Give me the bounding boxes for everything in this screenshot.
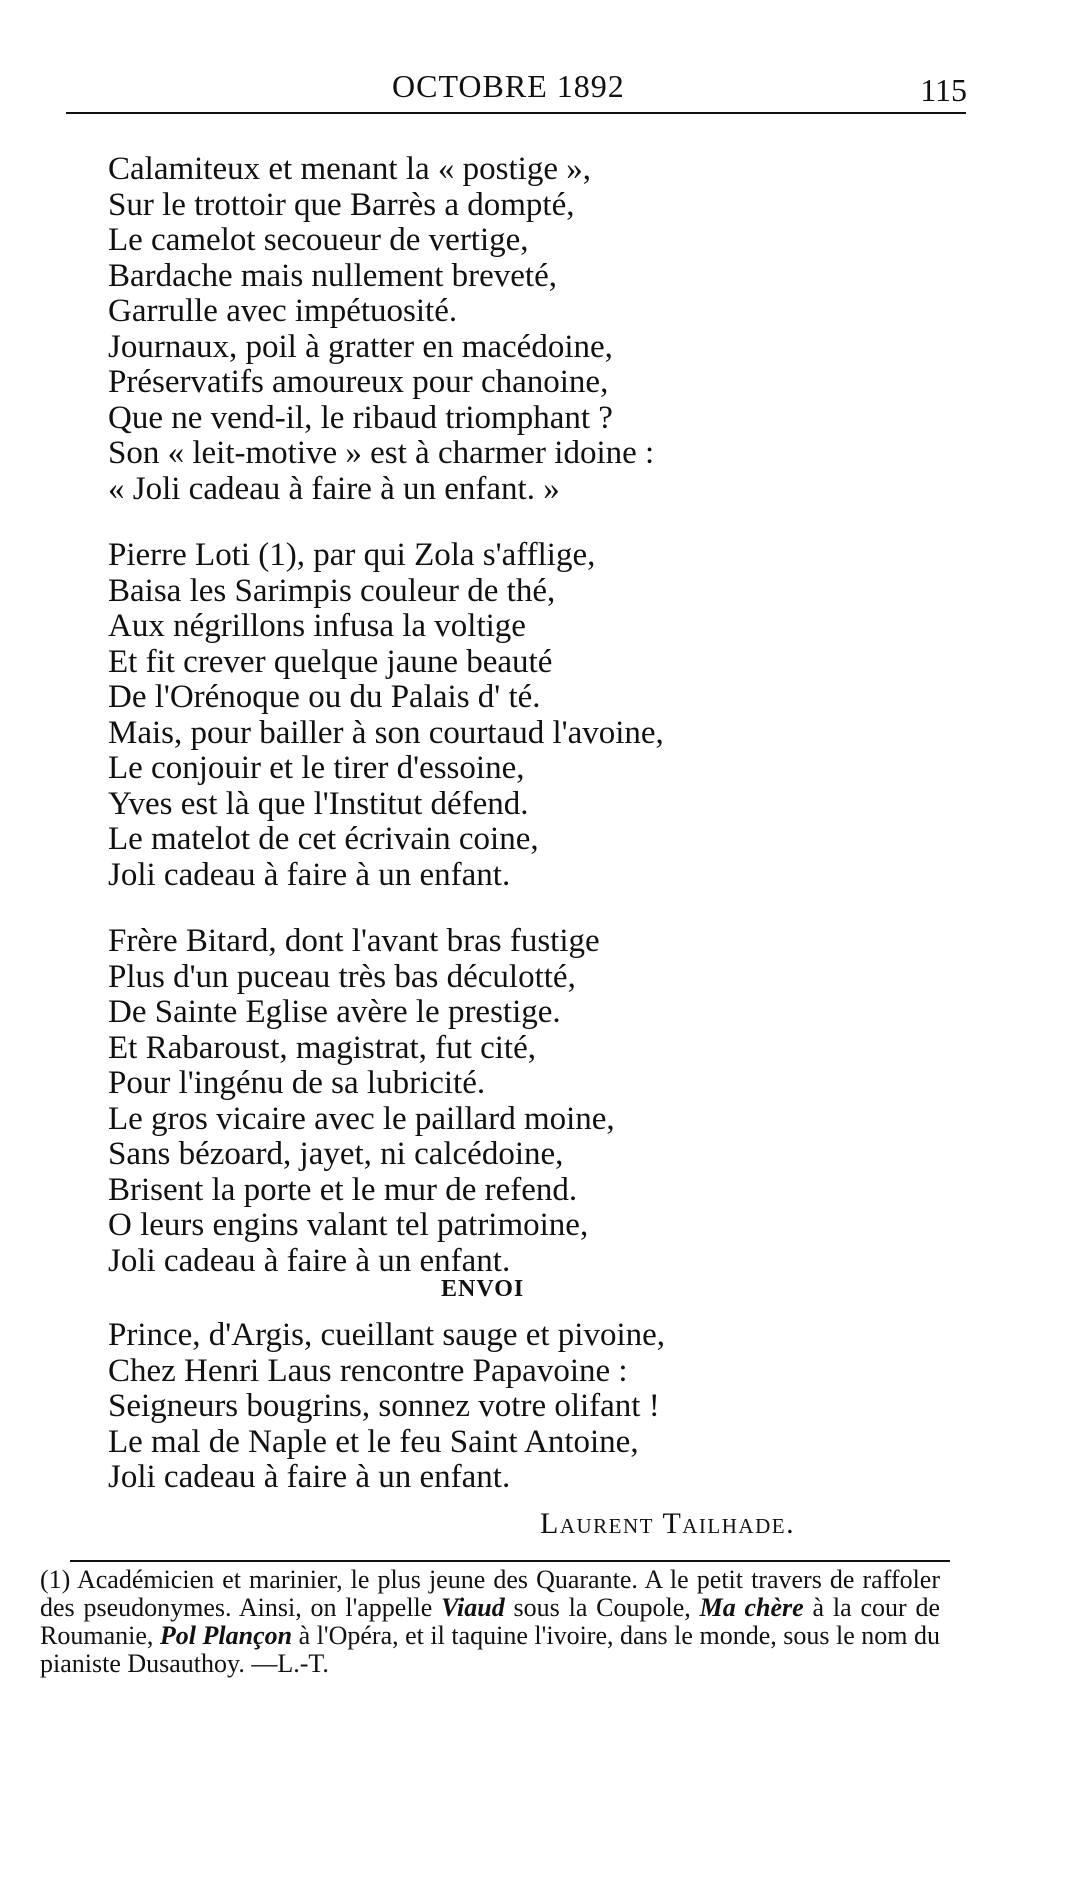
- verse-line: Sans bézoard, jayet, ni calcédoine,: [108, 1136, 564, 1172]
- footnote-text: sous la Coupole,: [513, 1593, 691, 1622]
- verse-line: Seigneurs bougrins, sonnez votre olifant !: [108, 1388, 660, 1424]
- verse-line: Joli cadeau à faire à un enfant.: [108, 1459, 511, 1495]
- verse-line: Et Rabaroust, magistrat, fut cité,: [108, 1029, 536, 1066]
- verse-line: Aux négrillons infusa la voltige: [108, 608, 526, 644]
- verse-line: Calamiteux et menant la « postige »,: [108, 151, 591, 187]
- author-signature: Laurent Tailhade.: [540, 1507, 796, 1540]
- verse-line: Le conjouir et le tirer d'essoine,: [108, 750, 525, 786]
- verse-line: Prince, d'Argis, cueillant sauge et pivoine,: [108, 1317, 666, 1353]
- verse-line: Que ne vend-il, le ribaud triomphant ?: [108, 399, 613, 436]
- stanza: [108, 924, 868, 1279]
- verse-line: Chez Henri Laus rencontre Papavoine :: [108, 1352, 628, 1389]
- verse-line: Préservatifs amoureux pour chanoine,: [108, 364, 609, 400]
- footnote: [40, 1566, 940, 1678]
- verse-line: Baisa les Sarimpis couleur de thé,: [108, 572, 556, 609]
- envoi-stanza: [108, 1318, 868, 1496]
- footnote-text: à l'Opéra, et il taquine l'ivoire, dans le monde, sous le nom du pianiste Dusauthoy. —L.-T.: [40, 1621, 941, 1678]
- footnote-alias: Ma chère: [699, 1593, 804, 1622]
- verse-line: Yves est là que l'Institut défend.: [108, 785, 529, 822]
- stanza: [108, 152, 868, 507]
- verse-line: « Joli cadeau à faire à un enfant. »: [108, 470, 560, 507]
- verse-line: Frère Bitard, dont l'avant bras fustige: [108, 923, 600, 959]
- verse-line: Joli cadeau à faire à un enfant.: [108, 1242, 511, 1279]
- verse-line: Bardache mais nullement breveté,: [108, 257, 557, 294]
- footnote-alias: Pol Plançon: [159, 1621, 293, 1650]
- header-rule: [66, 112, 966, 114]
- footnote-rule: [70, 1560, 950, 1562]
- verse-line: Plus d'un puceau très bas déculotté,: [108, 958, 576, 995]
- verse-line: Le gros vicaire avec le paillard moine,: [108, 1100, 615, 1137]
- verse-line: Journaux, poil à gratter en macédoine,: [108, 328, 613, 365]
- poem-body: [108, 152, 868, 1310]
- verse-line: Mais, pour bailler à son courtaud l'avoine,: [108, 714, 664, 751]
- verse-line: Le camelot secoueur de vertige,: [108, 222, 529, 258]
- running-title: OCTOBRE 1892: [392, 68, 625, 104]
- verse-line: Et fit crever quelque jaune beauté: [108, 643, 553, 680]
- verse-line: Sur le trottoir que Barrès a dompté,: [108, 186, 575, 223]
- footnote-alias: Viaud: [441, 1593, 505, 1622]
- verse-line: O leurs engins valant tel patrimoine,: [108, 1207, 589, 1243]
- page-number: 115: [920, 72, 967, 108]
- verse-line: Le mal de Naple et le feu Saint Antoine,: [108, 1423, 639, 1460]
- verse-line: Joli cadeau à faire à un enfant.: [108, 856, 511, 893]
- running-header: [62, 60, 967, 112]
- verse-line: Brisent la porte et le mur de refend.: [108, 1171, 578, 1208]
- verse-line: De l'Orénoque ou du Palais d' té.: [108, 679, 541, 715]
- footnote-text: (1) Académicien et marinier, le plus jeune des Quarante. A le petit travers de raffoler des pseudonymes. Ainsi, on l'appelle: [40, 1565, 940, 1622]
- verse-line: Pour l'ingénu de sa lubricité.: [108, 1065, 486, 1101]
- verse-line: Le matelot de cet écrivain coine,: [108, 821, 539, 857]
- footnote-text: à la cour de Roumanie,: [40, 1593, 941, 1650]
- envoi-heading: ENVOI: [441, 1276, 525, 1302]
- verse-line: Pierre Loti (1), par qui Zola s'afflige,: [108, 537, 596, 573]
- stanza: [108, 538, 868, 893]
- verse-line: De Sainte Eglise avère le prestige.: [108, 994, 561, 1030]
- verse-line: Garrulle avec impétuosité.: [108, 293, 458, 329]
- verse-line: Son « leit-motive » est à charmer idoine :: [108, 435, 655, 471]
